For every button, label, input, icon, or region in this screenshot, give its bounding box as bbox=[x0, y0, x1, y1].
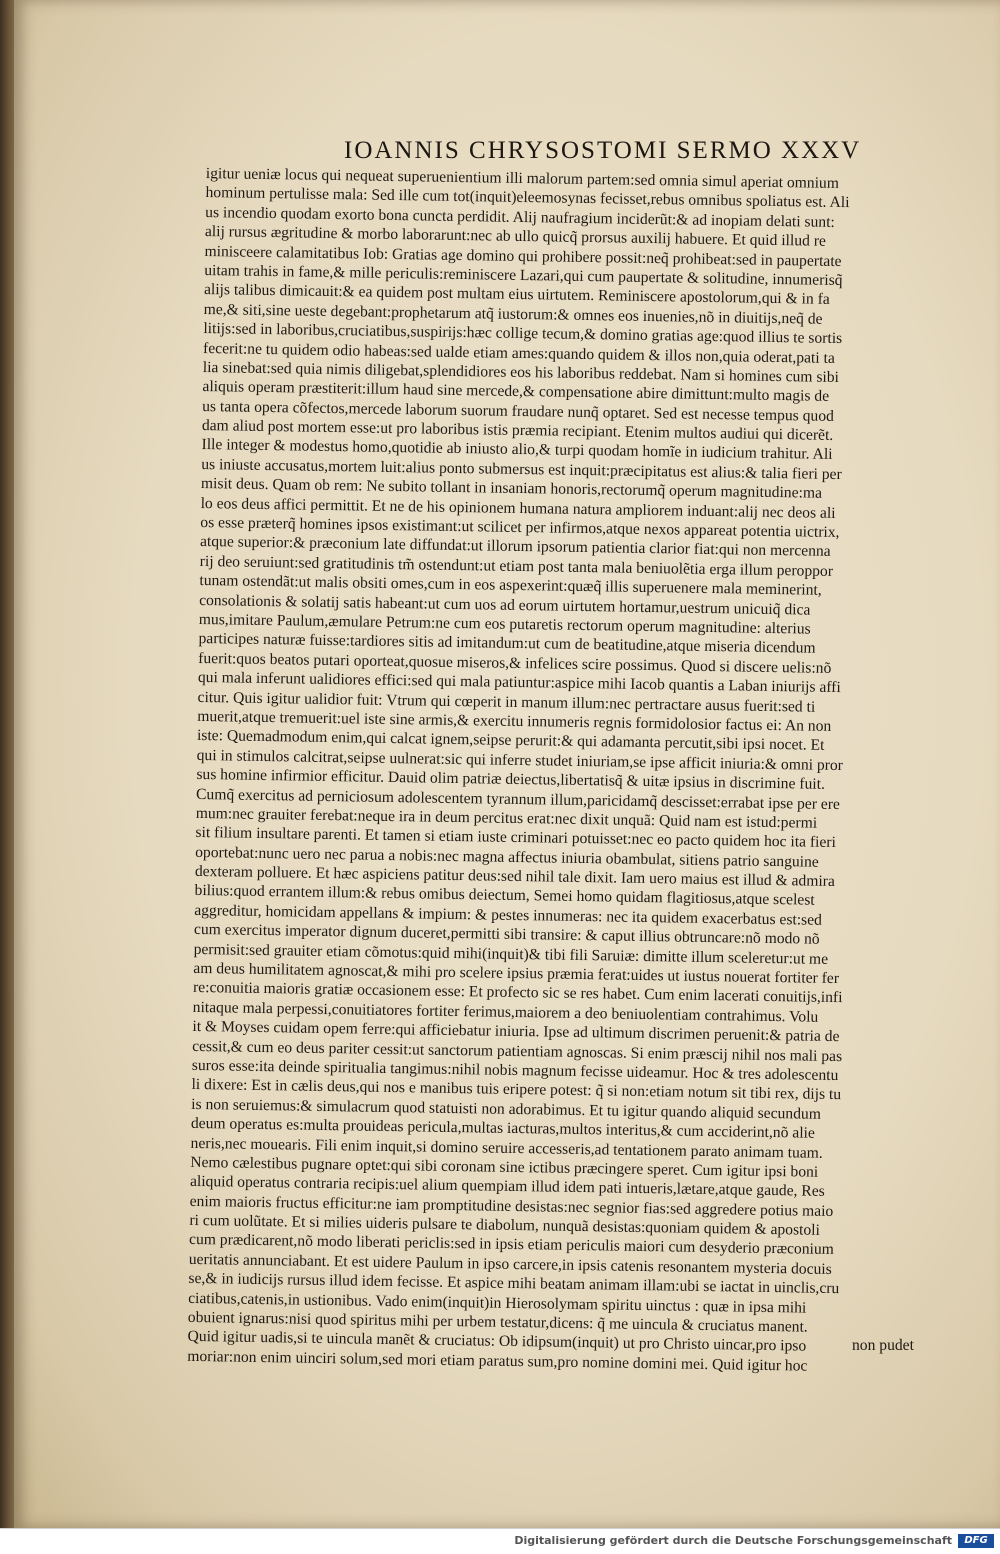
text-line: iste: Quemadmodum enim,qui calcat ignem,seipse perurit:& qui adamanta percutit,sibi ipsi nocet. Et bbox=[196, 727, 825, 755]
text-line: dam aliud post mortem esse:ut pro laboribus istis præmia recipiant. Etenim multos audiui qui dicerẽt. bbox=[201, 417, 834, 444]
text-line: bilius:quod errantem illum:& rebus omibus deiectum, Semei homo quidam flagitiosus,atque scelest bbox=[194, 882, 815, 910]
text-line: obuient ignarus:nisi quod spiritus mihi per urbem testatur,dicens: q̃ me uincula & cruciatus manent. bbox=[187, 1308, 808, 1336]
text-line: dexteram polluere. Et hæc aspiciens patitur deus:sed nihil tale dixit. Iam uero maius est illud & admira bbox=[194, 862, 835, 891]
running-header: IOANNIS CHRYSOSTOMI SERMO XXXV bbox=[344, 137, 862, 164]
text-line: is non seruiemus:& simulacrum quod statuisti non adorabimus. Et tu igitur quando aliquid secundum bbox=[191, 1095, 822, 1123]
text-line: nitaque mala perpessi,conuitiatores fortiter ferimus,maiorem a deo beniuolentiam contrahimus. Volu bbox=[192, 998, 819, 1026]
text-line: oportebat:nunc uero nec parua a nobis:nec magna affectus iniuria obambulat, sitiens patrio sanguine bbox=[195, 843, 819, 871]
text-line: lo eos deus affici permittit. Et ne de his opinionem humana natura ampliorem induant:alij nec deos ali bbox=[200, 494, 836, 522]
text-line: aliquis operam præstiterit:illum haud sine mercede,& compensatione abire dimittunt:multo magis de bbox=[202, 378, 830, 406]
text-line: participes naturæ fuisse:tardiores sitis ad imitandum:ut cum de beatitudine,atque miseria dicendum bbox=[198, 630, 816, 658]
text-line: alij rursus ægritudine & morbo laborarunt:nec ab ullo quicq̃ prorsus auxilij habuere. Et quid illud re bbox=[204, 223, 827, 250]
text-line: ueritatis annunciabant. Et est uidere Paulum in ipso carcere,in ipsis catenis resonantem mysteria docuis bbox=[188, 1250, 832, 1278]
text-line: mus,imitare Paulum,æmulare Petrum:ne cum eos putaretis rectorum operum magnitudine: alterius bbox=[198, 610, 811, 638]
text-line: it & Moyses cuidam opem ferre:qui afficiebatur iniuria. Ipse ad ultimum discrimen peruenit:& patria de bbox=[192, 1018, 840, 1046]
text-line: cessit,& cum eo deus pariter cessit:ut sanctorum patientiam agnoscas. Si enim præscij nihil nos mali pas bbox=[192, 1037, 843, 1065]
book-page bbox=[14, 0, 1000, 1528]
funding-note: Digitalisierung gefördert durch die Deutsche Forschungsgemeinschaft bbox=[514, 1534, 952, 1547]
text-line: moriar:non enim uinciri solum,sed mori etiam paratus sum,pro nomine domini mei. Quid igitur hoc bbox=[187, 1347, 808, 1375]
text-line: li dixere: Est in cælis deus,qui nos e manibus tuis eripere potest: q̃ si non:etiam notum sit tibi rex, dijs tu bbox=[191, 1076, 842, 1104]
text-line: Cumq̃ exercitus ad perniciosum adolescentem tyrannum illum,paricidamq̃ descisset:errabat ipse per ere bbox=[195, 785, 841, 813]
text-line: Ille integer & modestus homo,quotidie ab iniusto alio,& turpi quodam homĩe in iudicium trahitur. Ali bbox=[201, 436, 833, 464]
text-line: permisit:sed grauiter etiam cõmotus:quid mihi(inquit)& tibi fili Saruiæ: dimitte illum sceleretur:ut me bbox=[193, 940, 829, 968]
text-line: cum exercitus imperator dignum duceret,permitti sibi transire: & caput illius obtruncare:nõ modo nõ bbox=[193, 921, 820, 948]
text-line: litijs:sed in laboribus,cruciatibus,suspirijs:hæc collige tecum,& domino gratias age:quod illius te sortis bbox=[203, 320, 843, 348]
text-line: us tanta opera cõfectos,mercede laborum suorum fraudare nunq̃ optaret. Sed est necesse tempus quod bbox=[202, 397, 835, 425]
text-line: uitam trahis in fame,& mille periculis:reminiscere Lazari,qui cum paupertate & solitudine, innumerisq̃ bbox=[204, 261, 843, 289]
main-text-block bbox=[187, 164, 946, 1378]
text-line: sit filium insultare parenti. Et tamen si etiam iuste criminari potuisset:nec eo pacto quidem hoc ita fieri bbox=[195, 824, 837, 852]
text-line: suros esse:ita deinde spiritualia tangimus:nihil nobis magnum fecisse uideamur. Hoc & tres adolescentu bbox=[191, 1056, 839, 1085]
text-line: citur. Quis igitur ualidior fuit: Vtrum qui cœperit in manum illum:nec pertractare ausus fuerit:sed ti bbox=[197, 688, 816, 716]
text-line: sus homine infirmior efficitur. Dauid olim patriæ deiectus,libertatisq̃ & uitæ ipsius in discrimine fuit. bbox=[196, 766, 826, 793]
text-line: aliquid operatus contraria recipis:uel alium quempiam illud idem pati intueris,lætare,atque gaude, Res bbox=[189, 1173, 825, 1201]
text-line: am deus humilitatem agnoscat,& mihi pro scelere ipsius præmia ferat:uides ut iustus nouerat fortiter fer bbox=[193, 959, 840, 988]
text-line: os esse præterq̃ homines ipsos existimant:ut scilicet per infirmos,atque nexos appareat potentia uictrix, bbox=[200, 513, 840, 542]
footer-bar bbox=[0, 1528, 1000, 1554]
text-line: tunam ostendãt:ut malis obsiti omes,cum in eos aspexerint:quæq̃ illis superuenere mala meminerint, bbox=[199, 572, 822, 599]
text-line: muerit,atque tremuerit:uel iste sine armis,& exercitu innumeris regnis formidolosior factus ei: An non bbox=[197, 707, 832, 735]
text-line: re:conuitia maioris gratiæ occasionem esse: Et profecto sic se res habet. Cum enim lacerati conuitijs,infi bbox=[192, 979, 843, 1007]
text-line: Quid igitur uadis,si te uincula manẽt & cruciatus: Ob idipsum(inquit) ut pro Christo uincar,pro ipso bbox=[187, 1328, 807, 1356]
text-line: lia sinebat:sed quia nimis diligebat,splendidiores eos his laboribus reddebat. Nam si homines cum sibi bbox=[202, 358, 840, 386]
dfg-logo: DFG bbox=[958, 1534, 994, 1548]
text-line: ciatibus,catenis,in ustionibus. Vado enim(inquit)in Hierosolymam spiritu uinctus : quæ in ipsa mihi bbox=[188, 1289, 807, 1317]
text-line: aggreditur, homicidam appellans & impium: & pestes innumeras: nec ita quidem exacerbatus est:sed bbox=[194, 901, 823, 929]
text-line: atque superior:& præconium late diffundat:ut illorum ipsorum patientia clarior fiat:qui non mercenna bbox=[199, 533, 831, 561]
text-line: me,& siti,sine ueste degebant:prophetarum atq̃ iustorum:& omnes eos inuenies,nõ in diuitijs,neq̃ de bbox=[203, 300, 823, 328]
text-line: ri cum uolũtate. Et si milies uideris pulsare te diabolum, nunquã desistas:quoniam quidem & apostoli bbox=[189, 1211, 821, 1239]
text-line: qui mala inferunt ualidiores effici:sed qui mala patiuntur:aspice mihi Iacob quantis a Laban iniurijs affi bbox=[197, 669, 841, 697]
text-line: enim maioris fructus efficitur:ne iam promptitudine desistas:nec segnior fias:sed aggredere potius maio bbox=[189, 1192, 834, 1220]
text-line: hominum pertulisse mala: Sed ille cum tot(inquit)eleemosynas fecisset,rebus omnibus spoliatus est. Ali bbox=[205, 184, 850, 212]
text-line: se,& in iudicijs rursus illud idem fecisse. Et aspice mihi beatam animam illam:ubi se iactat in uinclis,cru bbox=[188, 1270, 840, 1298]
text-line: misit deus. Quam ob rem: Ne subito tollant in insaniam honoris,rectorumq̃ operum magnitudine:ma bbox=[200, 475, 823, 502]
text-line: cum prædicarent,nõ modo liberati periclis:sed in ipsis etiam periculis maiori cum desyderio præconium bbox=[188, 1231, 834, 1259]
text-line: deum operatus es:multa prouideas pericula,multas iacturas,multos interitus,& cum acciderint,nõ alie bbox=[190, 1115, 815, 1142]
text-line: rij deo seruiunt:sed gratitudinis tm̃ ostendunt:ut etiam post tanta mala beniuolẽtia erga illum peroppor bbox=[199, 552, 834, 580]
text-line: minisceere calamitatibus Iob: Gratias age domino qui prohibere possit:neq̃ prohibeat:sed in paupertate bbox=[204, 242, 842, 270]
text-line: mum:nec grauiter ferebat:neque ira in deum percitus erat:nec dixit unquã: Quid nam est istud:permi bbox=[195, 804, 818, 832]
text-line: neris,nec mouearis. Fili enim inquit,si domino seruire accesseris,ad tentationem parato animam tuam. bbox=[190, 1134, 823, 1162]
text-line: qui in stimulos calcitrat,seipse uulnerat:sic qui inferre studet iniuriam,se ipse afficit iniuria:& omni pror bbox=[196, 746, 844, 774]
text-line: alijs talibus dimicauit:& ea quidem post multam eius uirtutem. Reminiscere apostolorum,qui & in fa bbox=[203, 281, 830, 309]
text-line: Nemo cælestibus pugnare optet:qui sibi coronam sine ictibus præcingere speret. Cum igitur ipsi boni bbox=[190, 1153, 819, 1181]
text-line: us iniuste accusatus,mortem luit:alius ponto submersus est inquit:præcipitatus est alius:& talia fieri per bbox=[201, 455, 842, 483]
text-line: igitur ueniæ locus qui nequeat superuenientium illi malorum partem:sed omnia simul aperiat omnium bbox=[205, 164, 840, 192]
catchword: non pudet bbox=[852, 1337, 914, 1354]
text-line: consolationis & solatij satis habeant:ut cum uos ad eorum uirtutem hortamur,uestrum unicuiq̃ dica bbox=[199, 591, 811, 619]
text-line: fuerit:quos beatos putari oporteat,quosue miseros,& infelices scire possimus. Quod si discere uelis:nõ bbox=[198, 649, 832, 677]
text-line: us incendio quodam exorto bona cuncta perdidit. Alij naufragium inciderũt:& ad inopiam delati sunt: bbox=[205, 203, 835, 231]
text-line: fecerit:ne tu quidem odio habeas:sed ualde etiam ames:quando quidem & illos non,quia oderat,pati ta bbox=[202, 339, 835, 367]
